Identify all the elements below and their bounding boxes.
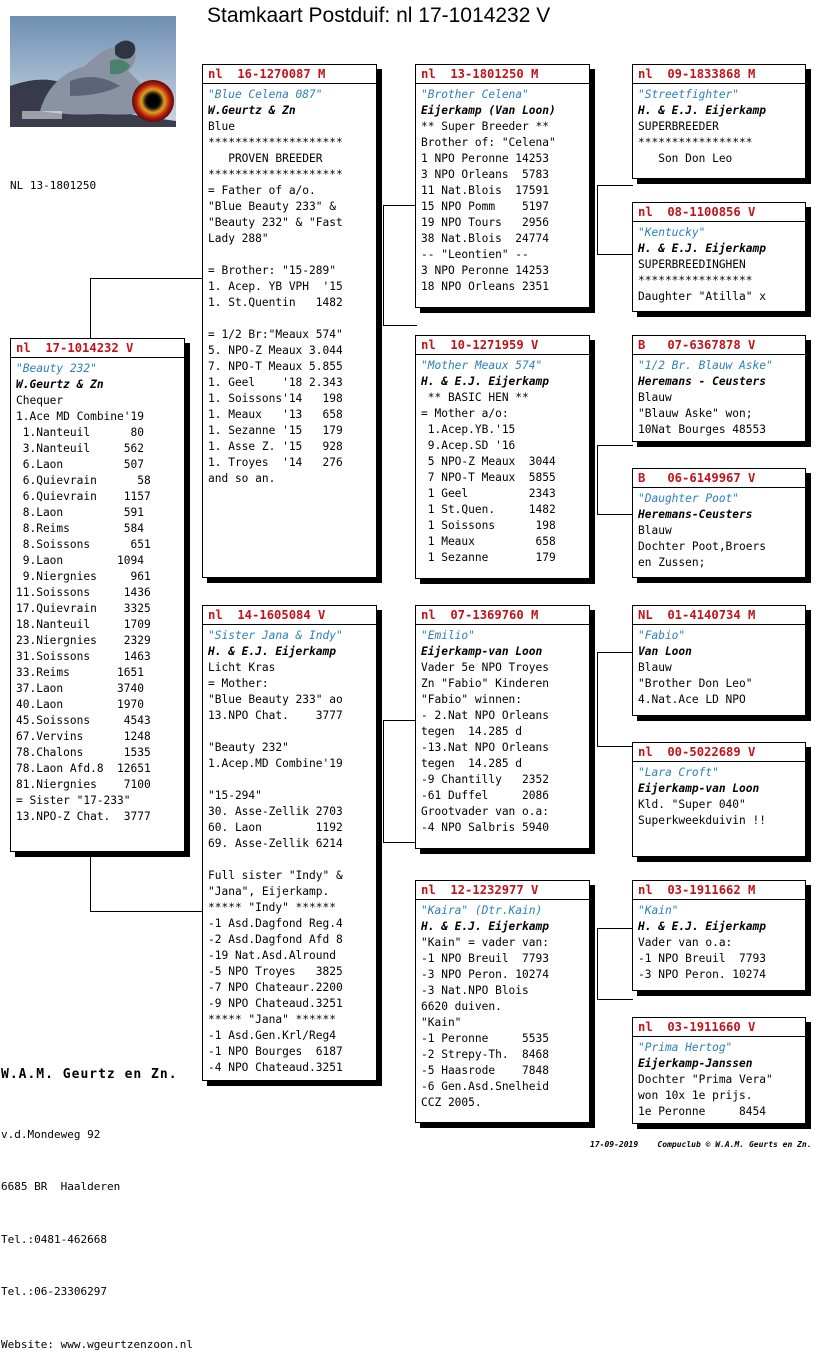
- copyright-note: 17-09-2019 Compuclub © W.A.M. Geurts en Zn.: [590, 1140, 812, 1149]
- pedigree-line: -- "Leontien" --: [421, 248, 529, 261]
- pedigree-line: tegen 14.285 d: [421, 725, 523, 738]
- pedigree-card-father: [202, 64, 377, 578]
- pedigree-line: and so an.: [208, 472, 276, 485]
- pedigree-line: = Brother: "15-289": [208, 264, 336, 277]
- pedigree-line: ***** "Jana" ******: [208, 1013, 336, 1026]
- website-link[interactable]: Website: www.wgeurtzenzoon.nl: [1, 1337, 194, 1351]
- pedigree-line: SUPERBREEDER: [638, 120, 719, 133]
- breeder-name: H. & E.J. Eijerkamp: [421, 920, 549, 933]
- pedigree-line: Lady 288": [208, 232, 269, 245]
- pedigree-line: 69. Asse-Zellik 6214: [208, 837, 343, 850]
- pedigree-line: PROVEN BREEDER: [208, 152, 323, 165]
- pedigree-line: Full sister "Indy" &: [208, 869, 343, 882]
- bird-name: "Brother Celena": [421, 88, 529, 101]
- pedigree-line: -3 Nat.NPO Blois: [421, 984, 529, 997]
- ring-number: nl 03-1911662 M: [633, 883, 805, 900]
- pedigree-line: Dochter Poot,Broers: [638, 540, 766, 553]
- ring-number: nl 16-1270087 M: [203, 67, 376, 84]
- pedigree-line: -5 NPO Troyes 3825: [208, 965, 343, 978]
- pedigree-line: CCZ 2005.: [421, 1096, 482, 1109]
- pedigree-line: Zn "Fabio" Kinderen: [421, 677, 549, 690]
- ring-number: nl 17-1014232 V: [11, 341, 184, 358]
- ring-number: nl 03-1911660 V: [633, 1020, 805, 1037]
- pedigree-line: -3 NPO Peron. 10274: [421, 968, 549, 981]
- pedigree-line: [208, 311, 376, 327]
- breeder-name: W.A.M. Geurtz en Zn.: [1, 1067, 178, 1082]
- breeder-name: H. & E.J. Eijerkamp: [421, 375, 549, 388]
- pedigree-line: = 1/2 Br:"Meaux 574": [208, 328, 343, 341]
- pedigree-line: "Brother Don Leo": [638, 677, 753, 690]
- pedigree-line: 18 NPO Orleans 2351: [421, 280, 549, 293]
- pedigree-card-mfm: [632, 742, 806, 857]
- pedigree-line: 11 Nat.Blois 17591: [421, 184, 549, 197]
- pedigree-line: ********************: [208, 168, 343, 181]
- pedigree-card-fmm: [632, 468, 806, 578]
- pedigree-line: 1. Sezanne '15 179: [208, 424, 343, 437]
- pedigree-line: -5 Haasrode 7848: [421, 1064, 549, 1077]
- pedigree-line: en Zussen;: [638, 556, 706, 569]
- contact-line: Tel.:06-23306297: [1, 1285, 107, 1298]
- pedigree-card-ffm: [632, 202, 806, 312]
- pedigree-line: "Kain" = vader van:: [421, 936, 549, 949]
- pedigree-line: - 2.Nat NPO Orleans: [421, 709, 549, 722]
- breeder-name: Eijerkamp-Janssen: [638, 1057, 753, 1070]
- pedigree-line: 67.Vervins 1248: [16, 730, 151, 743]
- bird-name: "Kentucky": [638, 226, 706, 239]
- breeder-name: Heremans - Ceusters: [638, 375, 766, 388]
- pedigree-line: 45.Soissons 4543: [16, 714, 151, 727]
- pedigree-line: -9 Chantilly 2352: [421, 773, 549, 786]
- pedigree-line: Son Don Leo: [638, 152, 733, 165]
- bird-name: "Prima Hertog": [638, 1041, 733, 1054]
- pedigree-card-mother: [202, 605, 377, 1081]
- pedigree-line: -1 NPO Bourges 6187: [208, 1045, 343, 1058]
- pedigree-line: 1. St.Quentin 1482: [208, 296, 343, 309]
- pedigree-card-mother-mother: [415, 880, 590, 1123]
- pedigree-line: [208, 772, 376, 788]
- pedigree-line: 1 NPO Peronne 14253: [421, 152, 549, 165]
- breeder-name: Van Loon: [638, 645, 692, 658]
- pigeon-photo: [10, 16, 176, 127]
- pedigree-line: -1 Peronne 5535: [421, 1032, 549, 1045]
- pedigree-line: ***** "Indy" ******: [208, 901, 336, 914]
- pedigree-line: 33.Reims 1651: [16, 666, 144, 679]
- breeder-name: W.Geurtz & Zn: [208, 104, 296, 117]
- pedigree-line: -13.Nat NPO Orleans: [421, 741, 549, 754]
- pedigree-line: 3 NPO Orleans 5783: [421, 168, 549, 181]
- pedigree-card-mother-father: [415, 605, 590, 849]
- pedigree-line: 1.Acep.YB.'15: [421, 423, 516, 436]
- ring-number: nl 08-1100856 V: [633, 205, 805, 222]
- pedigree-line: 7. NPO-T Meaux 5.855: [208, 360, 343, 373]
- ring-number: B 07-6367878 V: [633, 338, 805, 355]
- pedigree-line: Brother of: "Celena": [421, 136, 556, 149]
- contact-line: 6685 BR Haalderen: [1, 1180, 121, 1193]
- pedigree-line: "15-294": [208, 789, 262, 802]
- pedigree-line: 8.Soissons 651: [16, 538, 151, 551]
- pedigree-card-fmf: [632, 335, 806, 442]
- pedigree-line: -4 NPO Chateaud.3251: [208, 1061, 343, 1074]
- pedigree-card-fff: [632, 64, 806, 179]
- pedigree-line: "Jana", Eijerkamp.: [208, 885, 330, 898]
- pedigree-line: 1.Acep.MD Combine'19: [208, 757, 343, 770]
- ring-number: nl 13-1801250 M: [416, 67, 589, 84]
- pedigree-line: 9.Laon 1094: [16, 554, 144, 567]
- pedigree-line: -1 NPO Breuil 7793: [638, 952, 766, 965]
- pedigree-line: 1. Soissons'14 198: [208, 392, 343, 405]
- bird-name: "Lara Croft": [638, 766, 719, 779]
- pedigree-line: 6.Laon 507: [16, 458, 144, 471]
- pedigree-line: 5 NPO-Z Meaux 3044: [421, 455, 556, 468]
- pedigree-line: 9.Acep.SD '16: [421, 439, 516, 452]
- pedigree-line: 23.Niergnies 2329: [16, 634, 151, 647]
- pedigree-line: Blauw: [638, 661, 672, 674]
- pedigree-line: 6620 duiven.: [421, 1000, 502, 1013]
- ring-number: nl 00-5022689 V: [633, 745, 805, 762]
- bird-name: "Kain": [638, 904, 679, 917]
- breeder-name: Eijerkamp (Van Loon): [421, 104, 556, 117]
- pedigree-line: 3 NPO Peronne 14253: [421, 264, 549, 277]
- ring-number: nl 12-1232977 V: [416, 883, 589, 900]
- bird-name: "1/2 Br. Blauw Aske": [638, 359, 773, 372]
- pedigree-line: 1. Acep. YB VPH '15: [208, 280, 343, 293]
- contact-line: Tel.:0481-462668: [1, 1232, 107, 1246]
- pedigree-line: -1 Asd.Dagfond Reg.4: [208, 917, 343, 930]
- ring-number: B 06-6149967 V: [633, 471, 805, 488]
- pedigree-line: 1. Geel '18 2.343: [208, 376, 343, 389]
- pedigree-line: 1 Meaux 658: [421, 535, 556, 548]
- pedigree-line: [208, 247, 376, 263]
- pedigree-card-mmf: [632, 880, 806, 991]
- pedigree-card-father-father: [415, 64, 590, 308]
- pedigree-line: -19 Nat.Asd.Alround: [208, 949, 336, 962]
- pedigree-line: 1 Sezanne 179: [421, 551, 556, 564]
- pedigree-line: 5. NPO-Z Meaux 3.044: [208, 344, 343, 357]
- pedigree-line: -2 Strepy-Th. 8468: [421, 1048, 549, 1061]
- pedigree-line: 18.Nanteuil 1709: [16, 618, 151, 631]
- pedigree-line: 10Nat Bourges 48553: [638, 423, 766, 436]
- pedigree-line: Blue: [208, 120, 235, 133]
- pedigree-line: Licht Kras: [208, 661, 276, 674]
- breeder-name: H. & E.J. Eijerkamp: [638, 920, 766, 933]
- contact-line: v.d.Mondeweg 92: [1, 1127, 101, 1141]
- pedigree-line: 38 Nat.Blois 24774: [421, 232, 549, 245]
- pedigree-line: -2 Asd.Dagfond Afd 8: [208, 933, 343, 946]
- pedigree-line: 9.Niergnies 961: [16, 570, 151, 583]
- pedigree-line: "Blue Beauty 233" &: [208, 200, 336, 213]
- pedigree-line: -1 Asd.Gen.Krl/Reg4: [208, 1029, 336, 1042]
- pedigree-line: Kld. "Super 040": [638, 798, 746, 811]
- breeder-name: Eijerkamp-van Loon: [638, 782, 760, 795]
- breeder-name: W.Geurtz & Zn: [16, 378, 104, 391]
- breeder-name: H. & E.J. Eijerkamp: [638, 104, 766, 117]
- pedigree-line: Blauw: [638, 391, 672, 404]
- pedigree-line: 1e Peronne 8454: [638, 1105, 766, 1118]
- pedigree-line: "Beauty 232": [208, 741, 289, 754]
- pedigree-line: Grootvader van o.a:: [421, 805, 549, 818]
- pedigree-line: 1 Geel 2343: [421, 487, 556, 500]
- pedigree-line: -1 NPO Breuil 7793: [421, 952, 549, 965]
- breeder-name: Heremans-Ceusters: [638, 508, 753, 521]
- owner-ring-label: NL 13-1801250: [10, 179, 97, 192]
- pedigree-line: 6.Quievrain 58: [16, 474, 151, 487]
- pedigree-line: 4.Nat.Ace LD NPO: [638, 693, 746, 706]
- pedigree-line: -7 NPO Chateaur.2200: [208, 981, 343, 994]
- pedigree-line: -9 NPO Chateaud.3251: [208, 997, 343, 1010]
- pedigree-line: Superkweekduivin !!: [638, 814, 766, 827]
- pedigree-line: 8.Laon 591: [16, 506, 144, 519]
- pedigree-line: 31.Soissons 1463: [16, 650, 151, 663]
- bird-name: "Mother Meaux 574": [421, 359, 543, 372]
- pedigree-line: 11.Soissons 1436: [16, 586, 151, 599]
- pedigree-line: 13.NPO Chat. 3777: [208, 709, 343, 722]
- bird-name: "Streetfighter": [638, 88, 740, 101]
- breeder-name: Eijerkamp-van Loon: [421, 645, 543, 658]
- bird-name: "Beauty 232": [16, 362, 97, 375]
- pedigree-line: 1. Meaux '13 658: [208, 408, 343, 421]
- pedigree-line: "Blauw Aske" won;: [638, 407, 753, 420]
- pedigree-line: = Mother a/o:: [421, 407, 509, 420]
- pedigree-line: ********************: [208, 136, 343, 149]
- pedigree-line: ** BASIC HEN **: [421, 391, 529, 404]
- pedigree-card-mmm: [632, 1017, 806, 1124]
- ring-number: nl 14-1605084 V: [203, 608, 376, 625]
- pedigree-line: 13.NPO-Z Chat. 3777: [16, 810, 151, 823]
- ring-number: nl 07-1369760 M: [416, 608, 589, 625]
- pedigree-line: tegen 14.285 d: [421, 757, 523, 770]
- pedigree-line: 81.Niergnies 7100: [16, 778, 151, 791]
- bird-name: "Blue Celena 087": [208, 88, 323, 101]
- pedigree-line: ** Super Breeder **: [421, 120, 549, 133]
- ring-number: NL 01-4140734 M: [633, 608, 805, 625]
- pedigree-line: [208, 852, 376, 868]
- pedigree-line: "Fabio" winnen:: [421, 693, 523, 706]
- pedigree-line: = Sister "17-233": [16, 794, 131, 807]
- pedigree-line: 1 Soissons 198: [421, 519, 556, 532]
- pedigree-line: 1.Nanteuil 80: [16, 426, 144, 439]
- ring-number: nl 10-1271959 V: [416, 338, 589, 355]
- pedigree-line: 40.Laon 1970: [16, 698, 144, 711]
- bird-name: "Sister Jana & Indy": [208, 629, 343, 642]
- pedigree-line: 17.Quievrain 3325: [16, 602, 151, 615]
- ring-number: nl 09-1833868 M: [633, 67, 805, 84]
- pedigree-line: 78.Chalons 1535: [16, 746, 151, 759]
- pedigree-line: 8.Reims 584: [16, 522, 144, 535]
- pedigree-line: "Blue Beauty 233" ao: [208, 693, 343, 706]
- pedigree-line: "Beauty 232" & "Fast: [208, 216, 343, 229]
- pedigree-line: Vader 5e NPO Troyes: [421, 661, 549, 674]
- pedigree-line: *****************: [638, 136, 753, 149]
- pedigree-line: 3.Nanteuil 562: [16, 442, 144, 455]
- pedigree-line: Vader van o.a:: [638, 936, 733, 949]
- pedigree-line: -4 NPO Salbris 5940: [421, 821, 549, 834]
- pedigree-line: *****************: [638, 274, 753, 287]
- pedigree-line: 1 St.Quen. 1482: [421, 503, 556, 516]
- pedigree-line: 1.Ace MD Combine'19: [16, 410, 144, 423]
- pedigree-line: SUPERBREEDINGHEN: [638, 258, 746, 271]
- pedigree-line: Blauw: [638, 524, 672, 537]
- bird-name: "Kaira" (Dtr.Kain): [421, 904, 543, 917]
- pedigree-line: Dochter "Prima Vera": [638, 1073, 773, 1086]
- pedigree-line: "Kain": [421, 1016, 462, 1029]
- pedigree-line: 78.Laon Afd.8 12651: [16, 762, 151, 775]
- pedigree-line: -6 Gen.Asd.Snelheid: [421, 1080, 549, 1093]
- pedigree-line: -3 NPO Peron. 10274: [638, 968, 766, 981]
- pedigree-line: = Mother:: [208, 677, 269, 690]
- breeder-name: H. & E.J. Eijerkamp: [638, 242, 766, 255]
- pedigree-card-father-mother: [415, 335, 590, 579]
- pedigree-line: Daughter "Atilla" x: [638, 290, 766, 303]
- pedigree-line: 15 NPO Pomm 5197: [421, 200, 549, 213]
- pedigree-line: 6.Quievrain 1157: [16, 490, 151, 503]
- bird-name: "Fabio": [638, 629, 686, 642]
- pedigree-line: won 10x 1e prijs.: [638, 1089, 753, 1102]
- pedigree-line: 7 NPO-T Meaux 5855: [421, 471, 556, 484]
- breeder-contact: [1, 1031, 193, 1371]
- breeder-name: H. & E.J. Eijerkamp: [208, 645, 336, 658]
- pedigree-line: 19 NPO Tours 2956: [421, 216, 549, 229]
- pedigree-line: 37.Laon 3740: [16, 682, 144, 695]
- page-title: Stamkaart Postduif: nl 17-1014232 V: [207, 4, 551, 27]
- pedigree-line: 30. Asse-Zellik 2703: [208, 805, 343, 818]
- pedigree-card-main: [10, 338, 185, 852]
- pedigree-line: [208, 724, 376, 740]
- pedigree-line: 1. Asse Z. '15 928: [208, 440, 343, 453]
- pedigree-line: 1. Troyes '14 276: [208, 456, 343, 469]
- pedigree-line: = Father of a/o.: [208, 184, 316, 197]
- pedigree-card-mff: [632, 605, 806, 716]
- bird-name: "Daughter Poot": [638, 492, 740, 505]
- pedigree-line: 60. Laon 1192: [208, 821, 343, 834]
- pedigree-line: Chequer: [16, 394, 64, 407]
- bird-name: "Emilio": [421, 629, 475, 642]
- pedigree-line: -61 Duffel 2086: [421, 789, 549, 802]
